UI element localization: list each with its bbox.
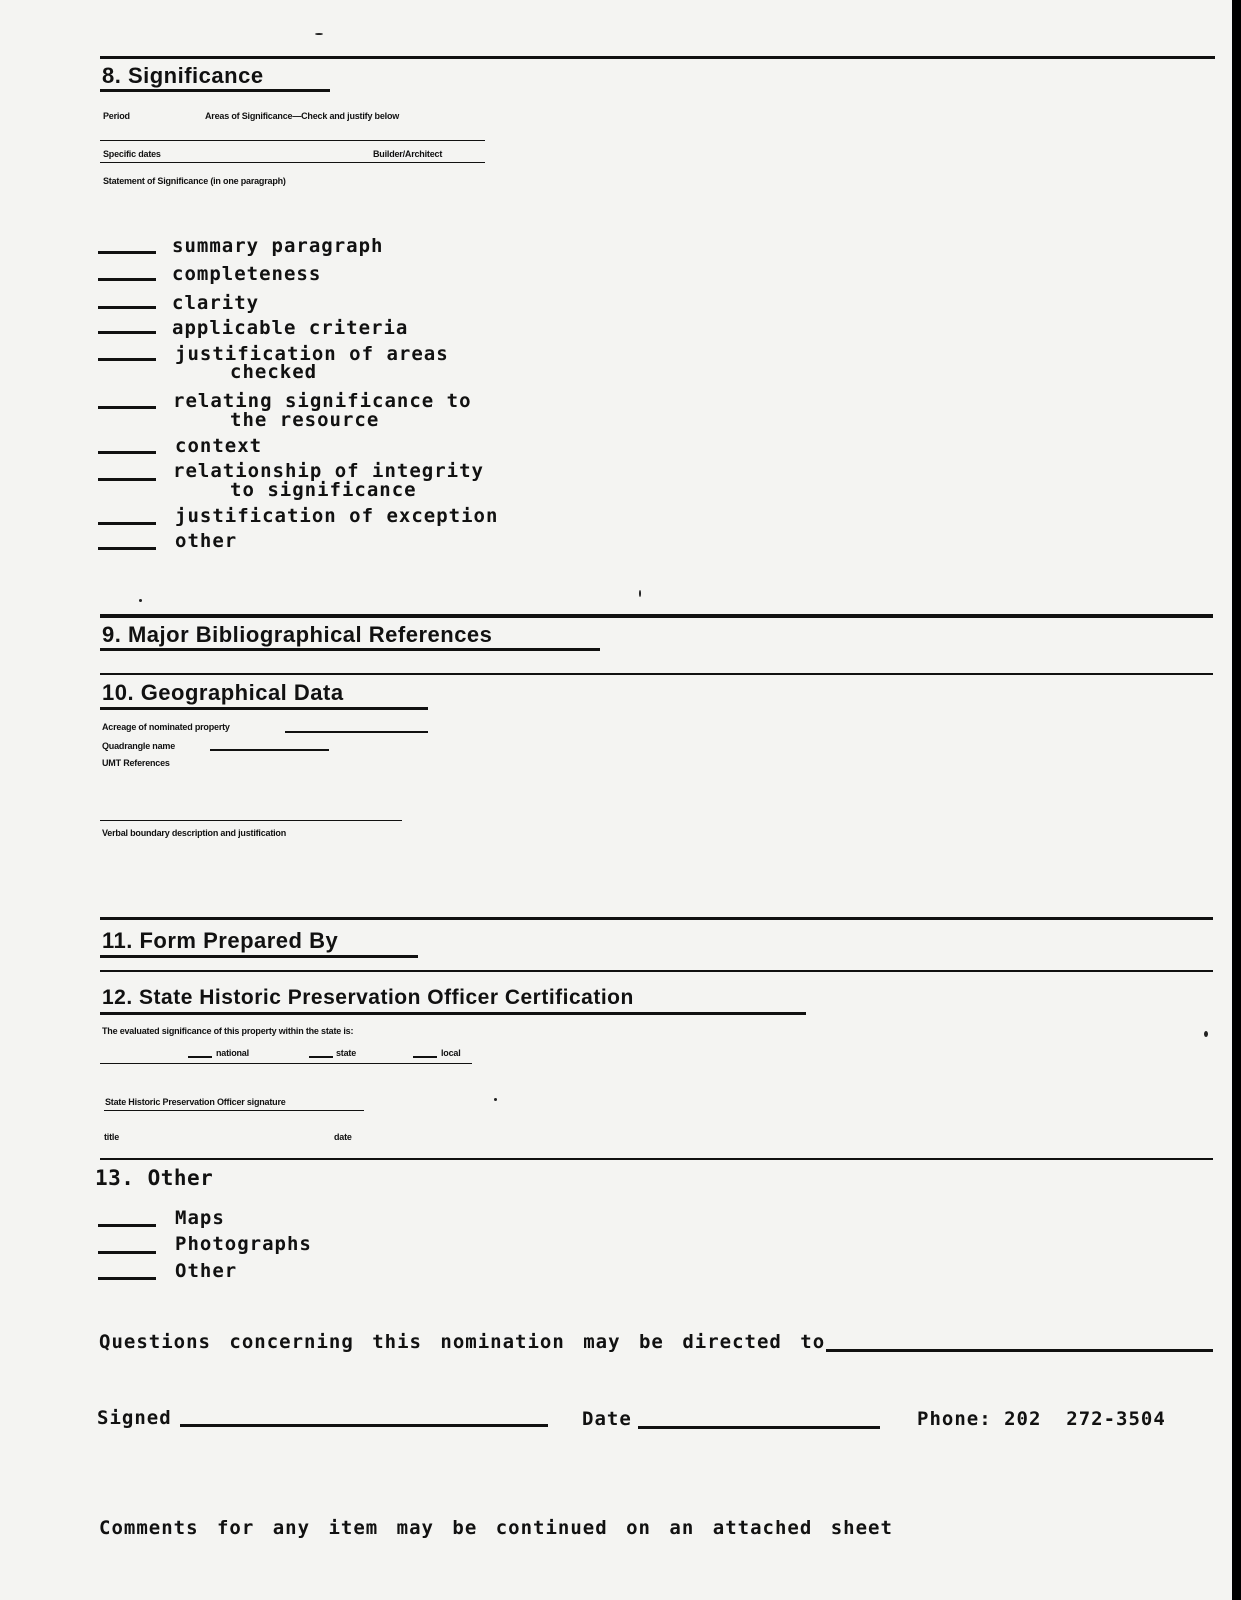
section-9-title: 9. Major Bibliographical References — [102, 622, 493, 647]
state-blank[interactable] — [309, 1056, 333, 1058]
acreage-label: Acreage of nominated property — [102, 722, 230, 732]
other-item-photographs: Photographs — [175, 1233, 312, 1255]
photographs-blank[interactable] — [98, 1251, 156, 1254]
check-blank[interactable] — [98, 547, 156, 550]
statement-of-significance-label: Statement of Significance (in one paragraph) — [103, 176, 286, 186]
section-8-top-rule — [100, 56, 1215, 59]
period-label: Period — [103, 111, 130, 121]
section-13-top-rule — [100, 1158, 1213, 1160]
checklist-item-relating-cont: the resource — [230, 409, 380, 431]
check-blank[interactable] — [98, 251, 156, 254]
signed-field[interactable] — [180, 1424, 548, 1427]
quadrangle-label: Quadrangle name — [102, 741, 176, 751]
section-10-top-rule — [100, 673, 1213, 675]
questions-text: Questions concerning this nomination may be directed to — [99, 1331, 826, 1353]
section-10-title-underline — [100, 707, 428, 710]
areas-of-significance-label: Areas of Significance—Check and justify below — [205, 111, 400, 121]
other-item-maps: Maps — [175, 1207, 225, 1229]
scan-speck — [315, 33, 323, 35]
section-11-title-underline — [100, 955, 418, 958]
questions-contact-field[interactable] — [826, 1349, 1213, 1352]
checklist-item-justification-cont: checked — [230, 361, 318, 383]
section-9-title-underline — [100, 648, 600, 651]
utm-rule — [100, 820, 402, 821]
signature-rule — [104, 1110, 364, 1111]
check-blank[interactable] — [98, 306, 156, 309]
title-label: title — [104, 1132, 120, 1142]
checklist-item-context: context — [175, 435, 263, 457]
checklist-item-completeness: completeness — [172, 263, 322, 285]
checklist-item-relating: relating significance to — [173, 390, 472, 412]
evaluated-significance-label: The evaluated significance of this property within the state is: — [102, 1026, 354, 1036]
phone-number: Phone: 202 272-3504 — [917, 1408, 1166, 1430]
scan-speck — [139, 599, 142, 602]
state-label: state — [336, 1048, 357, 1058]
section-11-top-rule — [100, 917, 1213, 920]
section-8-title: 8. Significance — [102, 63, 264, 88]
scan-speck — [494, 1098, 497, 1101]
scan-speck — [1204, 1031, 1208, 1037]
verbal-boundary-label: Verbal boundary description and justification — [102, 828, 287, 838]
check-blank[interactable] — [98, 331, 156, 334]
checklist-item-clarity: clarity — [172, 292, 260, 314]
check-blank[interactable] — [98, 522, 156, 525]
checklist-item-other: other — [175, 530, 238, 552]
maps-blank[interactable] — [98, 1224, 156, 1227]
national-blank[interactable] — [188, 1056, 212, 1058]
scan-speck — [639, 590, 641, 597]
dates-rule — [100, 162, 485, 163]
local-label: local — [441, 1048, 461, 1058]
signed-label: Signed — [97, 1407, 172, 1429]
specific-dates-label: Specific dates — [103, 149, 161, 159]
check-blank[interactable] — [98, 358, 156, 361]
section-8-title-underline — [100, 89, 330, 92]
section-12-title: 12. State Historic Preservation Officer Certification — [102, 986, 634, 1009]
national-label: national — [216, 1048, 249, 1058]
local-blank[interactable] — [413, 1056, 437, 1058]
section-12-top-rule — [100, 970, 1213, 972]
checklist-item-summary: summary paragraph — [172, 235, 384, 257]
section-12-title-underline — [100, 1012, 806, 1015]
other-blank[interactable] — [98, 1277, 156, 1280]
builder-architect-label: Builder/Architect — [373, 149, 443, 159]
quadrangle-field[interactable] — [210, 749, 329, 751]
level-rule — [100, 1063, 472, 1064]
acreage-field[interactable] — [285, 731, 428, 733]
checklist-item-integrity: relationship of integrity — [173, 460, 484, 482]
section-9-top-rule — [100, 614, 1213, 618]
check-blank[interactable] — [98, 478, 156, 481]
section-11-title: 11. Form Prepared By — [102, 928, 339, 953]
other-item-other: Other — [175, 1260, 238, 1282]
checklist-item-integrity-cont: to significance — [230, 479, 417, 501]
section-13-title: 13. Other — [95, 1166, 214, 1190]
utm-references-label: UMT References — [102, 758, 170, 768]
date-label: date — [334, 1132, 352, 1142]
checklist-item-justification: justification of areas — [175, 343, 449, 365]
period-rule — [100, 140, 485, 141]
check-blank[interactable] — [98, 451, 156, 454]
comments-text: Comments for any item may be continued on an attached sheet — [99, 1517, 893, 1539]
footer-date-field[interactable] — [638, 1426, 880, 1429]
checklist-item-exception: justification of exception — [175, 505, 499, 527]
footer-date-label: Date — [582, 1408, 632, 1430]
shpo-signature-label: State Historic Preservation Officer signature — [105, 1097, 286, 1107]
check-blank[interactable] — [98, 406, 156, 409]
checklist-item-criteria: applicable criteria — [172, 317, 409, 339]
check-blank[interactable] — [98, 278, 156, 281]
section-10-title: 10. Geographical Data — [102, 680, 344, 705]
